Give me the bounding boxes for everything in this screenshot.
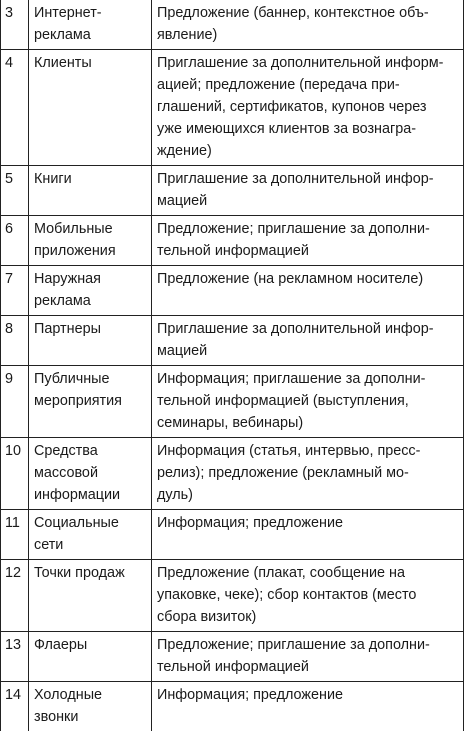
channel-action: Предложение; приглашение за дополни- тельной информацией	[152, 216, 464, 266]
channel-name: Книги	[29, 166, 152, 216]
channel-name: Средства массовой информации	[29, 438, 152, 510]
table-row	[1, 560, 464, 632]
channel-action: Предложение (на рекламном носителе)	[152, 266, 464, 316]
row-number: 14	[1, 682, 29, 731]
row-number: 8	[1, 316, 29, 366]
row-number: 12	[1, 560, 29, 632]
channel-name: Точки продаж	[29, 560, 152, 632]
row-number: 3	[1, 0, 29, 50]
channel-name: Наружная реклама	[29, 266, 152, 316]
channel-name: Социальные сети	[29, 510, 152, 560]
channel-name: Клиенты	[29, 50, 152, 166]
channel-action: Предложение (плакат, сообщение на упаковке, чеке); сбор контактов (место сбора визиток)	[152, 560, 464, 632]
table-row	[1, 0, 464, 50]
channel-action: Приглашение за дополнительной инфор- мацией	[152, 316, 464, 366]
channel-action: Предложение (баннер, контекстное объ- явление)	[152, 0, 464, 50]
table-row	[1, 216, 464, 266]
row-number: 9	[1, 366, 29, 438]
table-row	[1, 266, 464, 316]
table-row	[1, 438, 464, 510]
table-row	[1, 166, 464, 216]
row-number: 11	[1, 510, 29, 560]
row-number: 5	[1, 166, 29, 216]
row-number: 4	[1, 50, 29, 166]
channel-action: Информация; предложение	[152, 510, 464, 560]
channel-name: Мобильные приложения	[29, 216, 152, 266]
table-row	[1, 682, 464, 731]
table-row	[1, 510, 464, 560]
table-row	[1, 50, 464, 166]
channel-action: Информация; предложение	[152, 682, 464, 731]
channel-name: Публичные мероприятия	[29, 366, 152, 438]
channel-name: Холодные звонки	[29, 682, 152, 731]
table-row	[1, 316, 464, 366]
channel-action: Предложение; приглашение за дополни- тельной информацией	[152, 632, 464, 682]
table-row	[1, 632, 464, 682]
channel-action: Приглашение за дополнительной инфор- мацией	[152, 166, 464, 216]
table-row	[1, 366, 464, 438]
channel-name: Интернет- реклама	[29, 0, 152, 50]
channel-name: Флаеры	[29, 632, 152, 682]
channel-name: Партнеры	[29, 316, 152, 366]
channel-action: Информация; приглашение за дополни- тельной информацией (выступления, семинары, вебинары)	[152, 366, 464, 438]
row-number: 7	[1, 266, 29, 316]
row-number: 13	[1, 632, 29, 682]
row-number: 6	[1, 216, 29, 266]
row-number: 10	[1, 438, 29, 510]
channels-table-body	[1, 0, 464, 731]
channel-action: Информация (статья, интервью, пресс- релиз); предложение (рекламный мо- дуль)	[152, 438, 464, 510]
channel-action: Приглашение за дополнительной информ- ацией; предложение (передача при- глашений, сертификатов, купонов через уже имеющихся клиентов за вознагра- ждение)	[152, 50, 464, 166]
